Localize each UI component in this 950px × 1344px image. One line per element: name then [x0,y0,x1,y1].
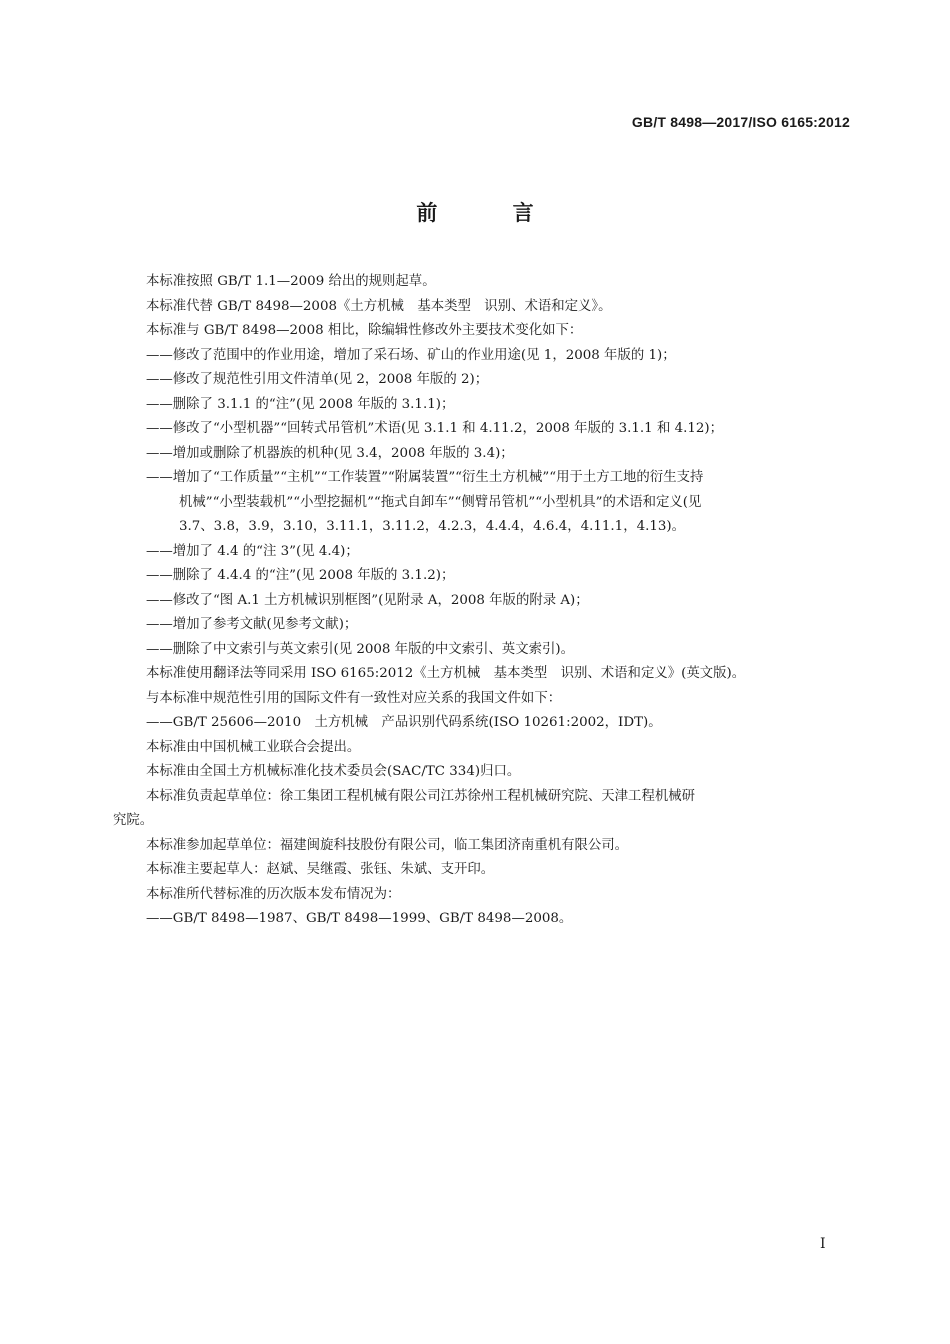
list-item: ——增加或删除了机器族的机种(见 3.4，2008 年版的 3.4)； [146,445,514,461]
list-item-continuation: 3.7、3.8，3.9，3.10，3.11.1，3.11.2，4.2.3，4.4.4，4.6.4，4.11.1，4.13)。 [179,519,686,534]
foreword-body [113,270,850,932]
list-item: ——GB/T 25606—2010 土方机械 产品识别代码系统(ISO 10261:2002，IDT)。 [146,715,662,730]
list-item: ——删除了 3.1.1 的“注”(见 2008 年版的 3.1.1)； [146,396,455,412]
paragraph: 与本标准中规范性引用的国际文件有一致性对应关系的我国文件如下： [146,690,562,706]
list-item: ——增加了“工作质量”“主机”“工作装置”“附属装置”“衍生土方机械”“用于土方工地的衍生支持 [146,470,704,485]
page-title: 前 言 [416,201,568,225]
paragraph: 本标准由全国土方机械标准化技术委员会(SAC/TC 334)归口。 [146,764,521,779]
paragraph: 本标准与 GB/T 8498—2008 相比，除编辑性修改外主要技术变化如下： [146,323,583,338]
paragraph: 本标准参加起草单位：福建闽旋科技股份有限公司，临工集团济南重机有限公司。 [146,837,629,853]
paragraph: 本标准由中国机械工业联合会提出。 [146,739,361,755]
list-item: ——GB/T 8498—1987、GB/T 8498—1999、GB/T 8498—2008。 [146,911,573,926]
list-item: ——增加了参考文献(见参考文献)； [146,617,358,632]
standard-code: GB/T 8498—2017/ISO 6165:2012 [631,114,850,130]
paragraph: 本标准使用翻译法等同采用 ISO 6165:2012《土方机械 基本类型 识别、术语和定义》(英文版)。 [146,666,746,681]
list-item: ——增加了 4.4 的“注 3”(见 4.4)； [146,543,359,559]
paragraph: 本标准负责起草单位：徐工集团工程机械有限公司江苏徐州工程机械研究院、天津工程机械研 [146,788,696,804]
paragraph: 本标准所代替标准的历次版本发布情况为： [146,886,401,902]
list-item: ——删除了中文索引与英文索引(见 2008 年版的中文索引、英文索引)。 [146,641,574,657]
paragraph: 本标准主要起草人：赵斌、吴继霞、张钰、朱斌、支开印。 [146,862,495,877]
list-item-continuation: 机械”“小型装载机”“小型挖掘机”“拖式自卸车”“侧臂吊管机”“小型机具”的术语和定义(见 [179,494,702,510]
list-item: ——修改了“小型机器”“回转式吊管机”术语(见 3.1.1 和 4.11.2，2008 年版的 3.1.1 和 4.12)； [146,421,724,436]
list-item: ——修改了规范性引用文件清单(见 2，2008 年版的 2)； [146,372,489,387]
list-item: ——修改了“图 A.1 土方机械识别框图”(见附录 A，2008 年版的附录 A)； [146,592,589,608]
paragraph: 本标准代替 GB/T 8498—2008《土方机械 基本类型 识别、术语和定义》。 [146,298,612,314]
paragraph-continuation: 究院。 [113,813,154,828]
list-item: ——删除了 4.4.4 的“注”(见 2008 年版的 3.1.2)； [146,568,455,583]
paragraph: 本标准按照 GB/T 1.1—2009 给出的规则起草。 [146,274,436,289]
list-item: ——修改了范围中的作业用途，增加了采石场、矿山的作业用途(见 1，2008 年版的 1)； [146,347,676,363]
page-number: I [820,1236,826,1252]
